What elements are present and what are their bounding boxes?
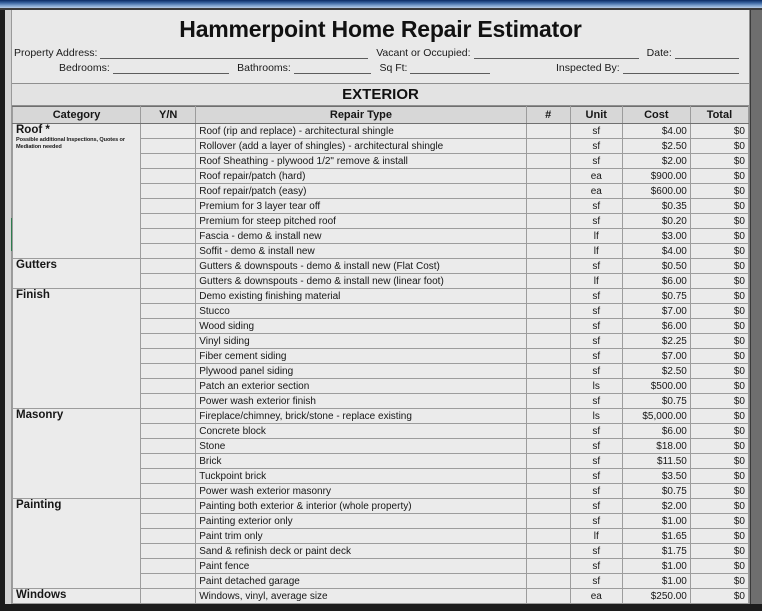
yn-cell[interactable]: [141, 184, 196, 199]
repair-type-cell[interactable]: Roof repair/patch (hard): [196, 169, 526, 184]
yn-cell[interactable]: [141, 559, 196, 574]
repair-type-cell[interactable]: Concrete block: [196, 424, 526, 439]
total-cell[interactable]: $0: [690, 589, 748, 604]
total-cell[interactable]: $0: [690, 319, 748, 334]
unit-cell[interactable]: lf: [570, 274, 622, 289]
quantity-cell[interactable]: [526, 544, 570, 559]
repair-type-cell[interactable]: Roof repair/patch (easy): [196, 184, 526, 199]
unit-cell[interactable]: sf: [570, 199, 622, 214]
form-row-1: [14, 44, 747, 59]
total-cell[interactable]: $0: [690, 544, 748, 559]
total-cell[interactable]: $0: [690, 199, 748, 214]
unit-cell[interactable]: sf: [570, 514, 622, 529]
cost-cell[interactable]: $0.35: [622, 199, 690, 214]
repair-type-cell[interactable]: Patch an exterior section: [196, 379, 526, 394]
total-cell[interactable]: $0: [690, 274, 748, 289]
yn-cell[interactable]: [141, 274, 196, 289]
cost-cell[interactable]: $0.75: [622, 394, 690, 409]
yn-cell[interactable]: [141, 289, 196, 304]
yn-cell[interactable]: [141, 469, 196, 484]
document-header: [12, 10, 749, 84]
property-address-input[interactable]: [100, 46, 368, 59]
category-label: Finish: [16, 289, 50, 301]
repair-type-cell[interactable]: Tuckpoint brick: [196, 469, 526, 484]
col-header-repair-type[interactable]: Repair Type: [196, 107, 526, 124]
unit-cell[interactable]: ls: [570, 409, 622, 424]
repair-type-cell[interactable]: Premium for steep pitched roof: [196, 214, 526, 229]
cost-cell[interactable]: $4.00: [622, 244, 690, 259]
yn-cell[interactable]: [141, 244, 196, 259]
total-cell[interactable]: $0: [690, 349, 748, 364]
yn-cell[interactable]: [141, 169, 196, 184]
unit-cell[interactable]: sf: [570, 214, 622, 229]
cost-cell[interactable]: $6.00: [622, 319, 690, 334]
repair-type-cell[interactable]: Wood siding: [196, 319, 526, 334]
quantity-cell[interactable]: [526, 304, 570, 319]
quantity-cell[interactable]: [526, 139, 570, 154]
unit-cell[interactable]: lf: [570, 529, 622, 544]
yn-cell[interactable]: [141, 199, 196, 214]
yn-cell[interactable]: [141, 364, 196, 379]
repair-type-cell[interactable]: Paint detached garage: [196, 574, 526, 589]
quantity-cell[interactable]: [526, 514, 570, 529]
unit-cell[interactable]: sf: [570, 574, 622, 589]
category-label: Windows: [16, 589, 67, 601]
unit-cell[interactable]: sf: [570, 349, 622, 364]
total-cell[interactable]: $0: [690, 259, 748, 274]
col-header-total[interactable]: Total: [690, 107, 748, 124]
total-cell[interactable]: $0: [690, 484, 748, 499]
unit-cell[interactable]: sf: [570, 334, 622, 349]
cost-cell[interactable]: $1.00: [622, 514, 690, 529]
quantity-cell[interactable]: [526, 214, 570, 229]
yn-cell[interactable]: [141, 229, 196, 244]
cost-cell[interactable]: $0.75: [622, 484, 690, 499]
unit-cell[interactable]: sf: [570, 364, 622, 379]
table-row: [13, 589, 749, 604]
bathrooms-input[interactable]: [294, 61, 372, 74]
repair-type-cell[interactable]: Gutters & downspouts - demo & install new (Flat Cost): [196, 259, 526, 274]
repair-type-cell[interactable]: Windows, vinyl, average size: [196, 589, 526, 604]
cost-cell[interactable]: $5,000.00: [622, 409, 690, 424]
form-row-2: [14, 59, 747, 74]
cost-cell[interactable]: $7.00: [622, 349, 690, 364]
quantity-cell[interactable]: [526, 409, 570, 424]
unit-cell[interactable]: sf: [570, 454, 622, 469]
category-label: Painting: [16, 499, 62, 511]
yn-cell[interactable]: [141, 424, 196, 439]
unit-cell[interactable]: sf: [570, 304, 622, 319]
vacant-or-occupied-input[interactable]: [474, 46, 639, 59]
cost-cell[interactable]: $1.00: [622, 574, 690, 589]
unit-cell[interactable]: sf: [570, 544, 622, 559]
quantity-cell[interactable]: [526, 559, 570, 574]
total-cell[interactable]: $0: [690, 379, 748, 394]
total-cell[interactable]: $0: [690, 289, 748, 304]
total-cell[interactable]: $0: [690, 244, 748, 259]
estimator-table: [12, 106, 749, 604]
cost-cell[interactable]: $7.00: [622, 304, 690, 319]
inspected-by-input[interactable]: [623, 61, 739, 74]
repair-type-cell[interactable]: Stone: [196, 439, 526, 454]
total-cell[interactable]: $0: [690, 514, 748, 529]
total-cell[interactable]: $0: [690, 304, 748, 319]
yn-cell[interactable]: [141, 319, 196, 334]
total-cell[interactable]: $0: [690, 124, 748, 139]
bedrooms-label: Bedrooms:: [59, 62, 110, 74]
bottom-window-edge: [0, 604, 762, 611]
bedrooms-input[interactable]: [113, 61, 229, 74]
quantity-cell[interactable]: [526, 319, 570, 334]
yn-cell[interactable]: [141, 394, 196, 409]
quantity-cell[interactable]: [526, 244, 570, 259]
yn-cell[interactable]: [141, 304, 196, 319]
yn-cell[interactable]: [141, 214, 196, 229]
unit-cell[interactable]: ls: [570, 379, 622, 394]
yn-cell[interactable]: [141, 439, 196, 454]
cost-cell[interactable]: $2.50: [622, 139, 690, 154]
cost-cell[interactable]: $2.00: [622, 154, 690, 169]
yn-cell[interactable]: [141, 574, 196, 589]
yn-cell[interactable]: [141, 529, 196, 544]
col-header-quantity[interactable]: #: [526, 107, 570, 124]
quantity-cell[interactable]: [526, 349, 570, 364]
cost-cell[interactable]: $11.50: [622, 454, 690, 469]
total-cell[interactable]: $0: [690, 559, 748, 574]
total-cell[interactable]: $0: [690, 394, 748, 409]
unit-cell[interactable]: sf: [570, 139, 622, 154]
table-row: [13, 499, 749, 514]
quantity-cell[interactable]: [526, 529, 570, 544]
yn-cell[interactable]: [141, 514, 196, 529]
total-cell[interactable]: $0: [690, 214, 748, 229]
quantity-cell[interactable]: [526, 364, 570, 379]
unit-cell[interactable]: sf: [570, 484, 622, 499]
quantity-cell[interactable]: [526, 184, 570, 199]
yn-cell[interactable]: [141, 379, 196, 394]
repair-type-cell[interactable]: Premium for 3 layer tear off: [196, 199, 526, 214]
section-banner-exterior: EXTERIOR: [12, 84, 749, 106]
total-cell[interactable]: $0: [690, 229, 748, 244]
total-cell[interactable]: $0: [690, 439, 748, 454]
unit-cell[interactable]: sf: [570, 319, 622, 334]
repair-type-cell[interactable]: Painting exterior only: [196, 514, 526, 529]
cost-cell[interactable]: $0.75: [622, 289, 690, 304]
quantity-cell[interactable]: [526, 379, 570, 394]
yn-cell[interactable]: [141, 349, 196, 364]
table-header-row: [13, 107, 749, 124]
unit-cell[interactable]: ea: [570, 184, 622, 199]
quantity-cell[interactable]: [526, 289, 570, 304]
unit-cell[interactable]: sf: [570, 289, 622, 304]
total-cell[interactable]: $0: [690, 139, 748, 154]
unit-cell[interactable]: ea: [570, 589, 622, 604]
total-cell[interactable]: $0: [690, 154, 748, 169]
quantity-cell[interactable]: [526, 229, 570, 244]
total-cell[interactable]: $0: [690, 529, 748, 544]
cost-cell[interactable]: $900.00: [622, 169, 690, 184]
cost-cell[interactable]: $1.65: [622, 529, 690, 544]
col-header-category[interactable]: Category: [13, 107, 141, 124]
bathrooms-label: Bathrooms:: [237, 62, 291, 74]
unit-cell[interactable]: sf: [570, 499, 622, 514]
cost-cell[interactable]: $600.00: [622, 184, 690, 199]
repair-type-cell[interactable]: Plywood panel siding: [196, 364, 526, 379]
repair-type-cell[interactable]: Fireplace/chimney, brick/stone - replace existing: [196, 409, 526, 424]
category-cell[interactable]: [13, 124, 141, 259]
yn-cell[interactable]: [141, 544, 196, 559]
repair-type-cell[interactable]: Rollover (add a layer of shingles) - architectural shingle: [196, 139, 526, 154]
repair-type-cell[interactable]: Roof Sheathing - plywood 1/2" remove & install: [196, 154, 526, 169]
table-row: [13, 409, 749, 424]
unit-cell[interactable]: sf: [570, 424, 622, 439]
quantity-cell[interactable]: [526, 334, 570, 349]
yn-cell[interactable]: [141, 154, 196, 169]
total-cell[interactable]: $0: [690, 424, 748, 439]
unit-cell[interactable]: lf: [570, 229, 622, 244]
repair-type-cell[interactable]: Fascia - demo & install new: [196, 229, 526, 244]
category-cell[interactable]: [13, 589, 141, 604]
cost-cell[interactable]: $6.00: [622, 424, 690, 439]
cost-cell[interactable]: $1.75: [622, 544, 690, 559]
vertical-scrollbar[interactable]: [750, 10, 762, 611]
page-title: Hammerpoint Home Repair Estimator: [179, 16, 582, 42]
cost-cell[interactable]: $2.25: [622, 334, 690, 349]
sqft-input[interactable]: [410, 61, 490, 74]
table-row: [13, 289, 749, 304]
total-cell[interactable]: $0: [690, 409, 748, 424]
unit-cell[interactable]: ea: [570, 169, 622, 184]
repair-type-cell[interactable]: Gutters & downspouts - demo & install new (linear foot): [196, 274, 526, 289]
total-cell[interactable]: $0: [690, 469, 748, 484]
repair-type-cell[interactable]: Brick: [196, 454, 526, 469]
quantity-cell[interactable]: [526, 169, 570, 184]
yn-cell[interactable]: [141, 139, 196, 154]
total-cell[interactable]: $0: [690, 499, 748, 514]
cost-cell[interactable]: $0.50: [622, 259, 690, 274]
repair-type-cell[interactable]: Vinyl siding: [196, 334, 526, 349]
total-cell[interactable]: $0: [690, 184, 748, 199]
property-info-form: [12, 44, 749, 74]
quantity-cell[interactable]: [526, 484, 570, 499]
unit-cell[interactable]: sf: [570, 439, 622, 454]
yn-cell[interactable]: [141, 499, 196, 514]
inspected-by-label: Inspected By:: [556, 62, 620, 74]
quantity-cell[interactable]: [526, 469, 570, 484]
repair-type-cell[interactable]: Power wash exterior masonry: [196, 484, 526, 499]
unit-cell[interactable]: sf: [570, 469, 622, 484]
category-cell[interactable]: [13, 409, 141, 499]
cost-cell[interactable]: $2.00: [622, 499, 690, 514]
unit-cell[interactable]: sf: [570, 394, 622, 409]
repair-type-cell[interactable]: Stucco: [196, 304, 526, 319]
yn-cell[interactable]: [141, 409, 196, 424]
unit-cell[interactable]: lf: [570, 244, 622, 259]
quantity-cell[interactable]: [526, 199, 570, 214]
quantity-cell[interactable]: [526, 124, 570, 139]
quantity-cell[interactable]: [526, 499, 570, 514]
unit-cell[interactable]: sf: [570, 559, 622, 574]
repair-type-cell[interactable]: Power wash exterior finish: [196, 394, 526, 409]
quantity-cell[interactable]: [526, 424, 570, 439]
cost-cell[interactable]: $500.00: [622, 379, 690, 394]
col-header-yn[interactable]: Y/N: [141, 107, 196, 124]
repair-type-cell[interactable]: Painting both exterior & interior (whole property): [196, 499, 526, 514]
cost-cell[interactable]: $0.20: [622, 214, 690, 229]
category-label: Roof *: [16, 124, 50, 136]
worksheet-area: [12, 10, 750, 604]
table-row: [13, 124, 749, 139]
repair-type-cell[interactable]: Soffit - demo & install new: [196, 244, 526, 259]
quantity-cell[interactable]: [526, 439, 570, 454]
window-titlebar: [0, 0, 762, 8]
repair-type-cell[interactable]: Roof (rip and replace) - architectural shingle: [196, 124, 526, 139]
repair-type-cell[interactable]: Demo existing finishing material: [196, 289, 526, 304]
quantity-cell[interactable]: [526, 394, 570, 409]
total-cell[interactable]: $0: [690, 364, 748, 379]
row-header-gutter[interactable]: [5, 10, 12, 611]
cost-cell[interactable]: $18.00: [622, 439, 690, 454]
category-label: Masonry: [16, 409, 64, 421]
total-cell[interactable]: $0: [690, 334, 748, 349]
repair-type-cell[interactable]: Paint fence: [196, 559, 526, 574]
total-cell[interactable]: $0: [690, 454, 748, 469]
quantity-cell[interactable]: [526, 454, 570, 469]
col-header-unit[interactable]: Unit: [570, 107, 622, 124]
quantity-cell[interactable]: [526, 574, 570, 589]
category-cell[interactable]: [13, 259, 141, 289]
total-cell[interactable]: $0: [690, 169, 748, 184]
table-row: [13, 259, 749, 274]
repair-type-cell[interactable]: Paint trim only: [196, 529, 526, 544]
yn-cell[interactable]: [141, 484, 196, 499]
cost-cell[interactable]: $250.00: [622, 589, 690, 604]
vacant-or-occupied-label: Vacant or Occupied:: [376, 47, 471, 59]
quantity-cell[interactable]: [526, 154, 570, 169]
yn-cell[interactable]: [141, 124, 196, 139]
category-cell[interactable]: [13, 499, 141, 589]
unit-cell[interactable]: sf: [570, 124, 622, 139]
quantity-cell[interactable]: [526, 589, 570, 604]
cost-cell[interactable]: $1.00: [622, 559, 690, 574]
total-cell[interactable]: $0: [690, 574, 748, 589]
unit-cell[interactable]: sf: [570, 259, 622, 274]
sqft-label: Sq Ft:: [379, 62, 408, 74]
category-label: Gutters: [16, 259, 57, 271]
repair-type-cell[interactable]: Sand & refinish deck or paint deck: [196, 544, 526, 559]
cost-cell[interactable]: $2.50: [622, 364, 690, 379]
category-note: Possible additional Inspections, Quotes or Mediation needed: [16, 137, 125, 150]
cost-cell[interactable]: $3.50: [622, 469, 690, 484]
cost-cell[interactable]: $4.00: [622, 124, 690, 139]
category-cell[interactable]: [13, 289, 141, 409]
property-address-label: Property Address:: [14, 47, 98, 59]
date-label: Date:: [646, 47, 672, 59]
date-input[interactable]: [675, 46, 739, 59]
quantity-cell[interactable]: [526, 274, 570, 289]
unit-cell[interactable]: sf: [570, 154, 622, 169]
table-body: [13, 124, 749, 604]
cost-cell[interactable]: $6.00: [622, 274, 690, 289]
yn-cell[interactable]: [141, 259, 196, 274]
yn-cell[interactable]: [141, 454, 196, 469]
yn-cell[interactable]: [141, 589, 196, 604]
quantity-cell[interactable]: [526, 259, 570, 274]
col-header-cost[interactable]: Cost: [622, 107, 690, 124]
repair-type-cell[interactable]: Fiber cement siding: [196, 349, 526, 364]
yn-cell[interactable]: [141, 334, 196, 349]
cost-cell[interactable]: $3.00: [622, 229, 690, 244]
